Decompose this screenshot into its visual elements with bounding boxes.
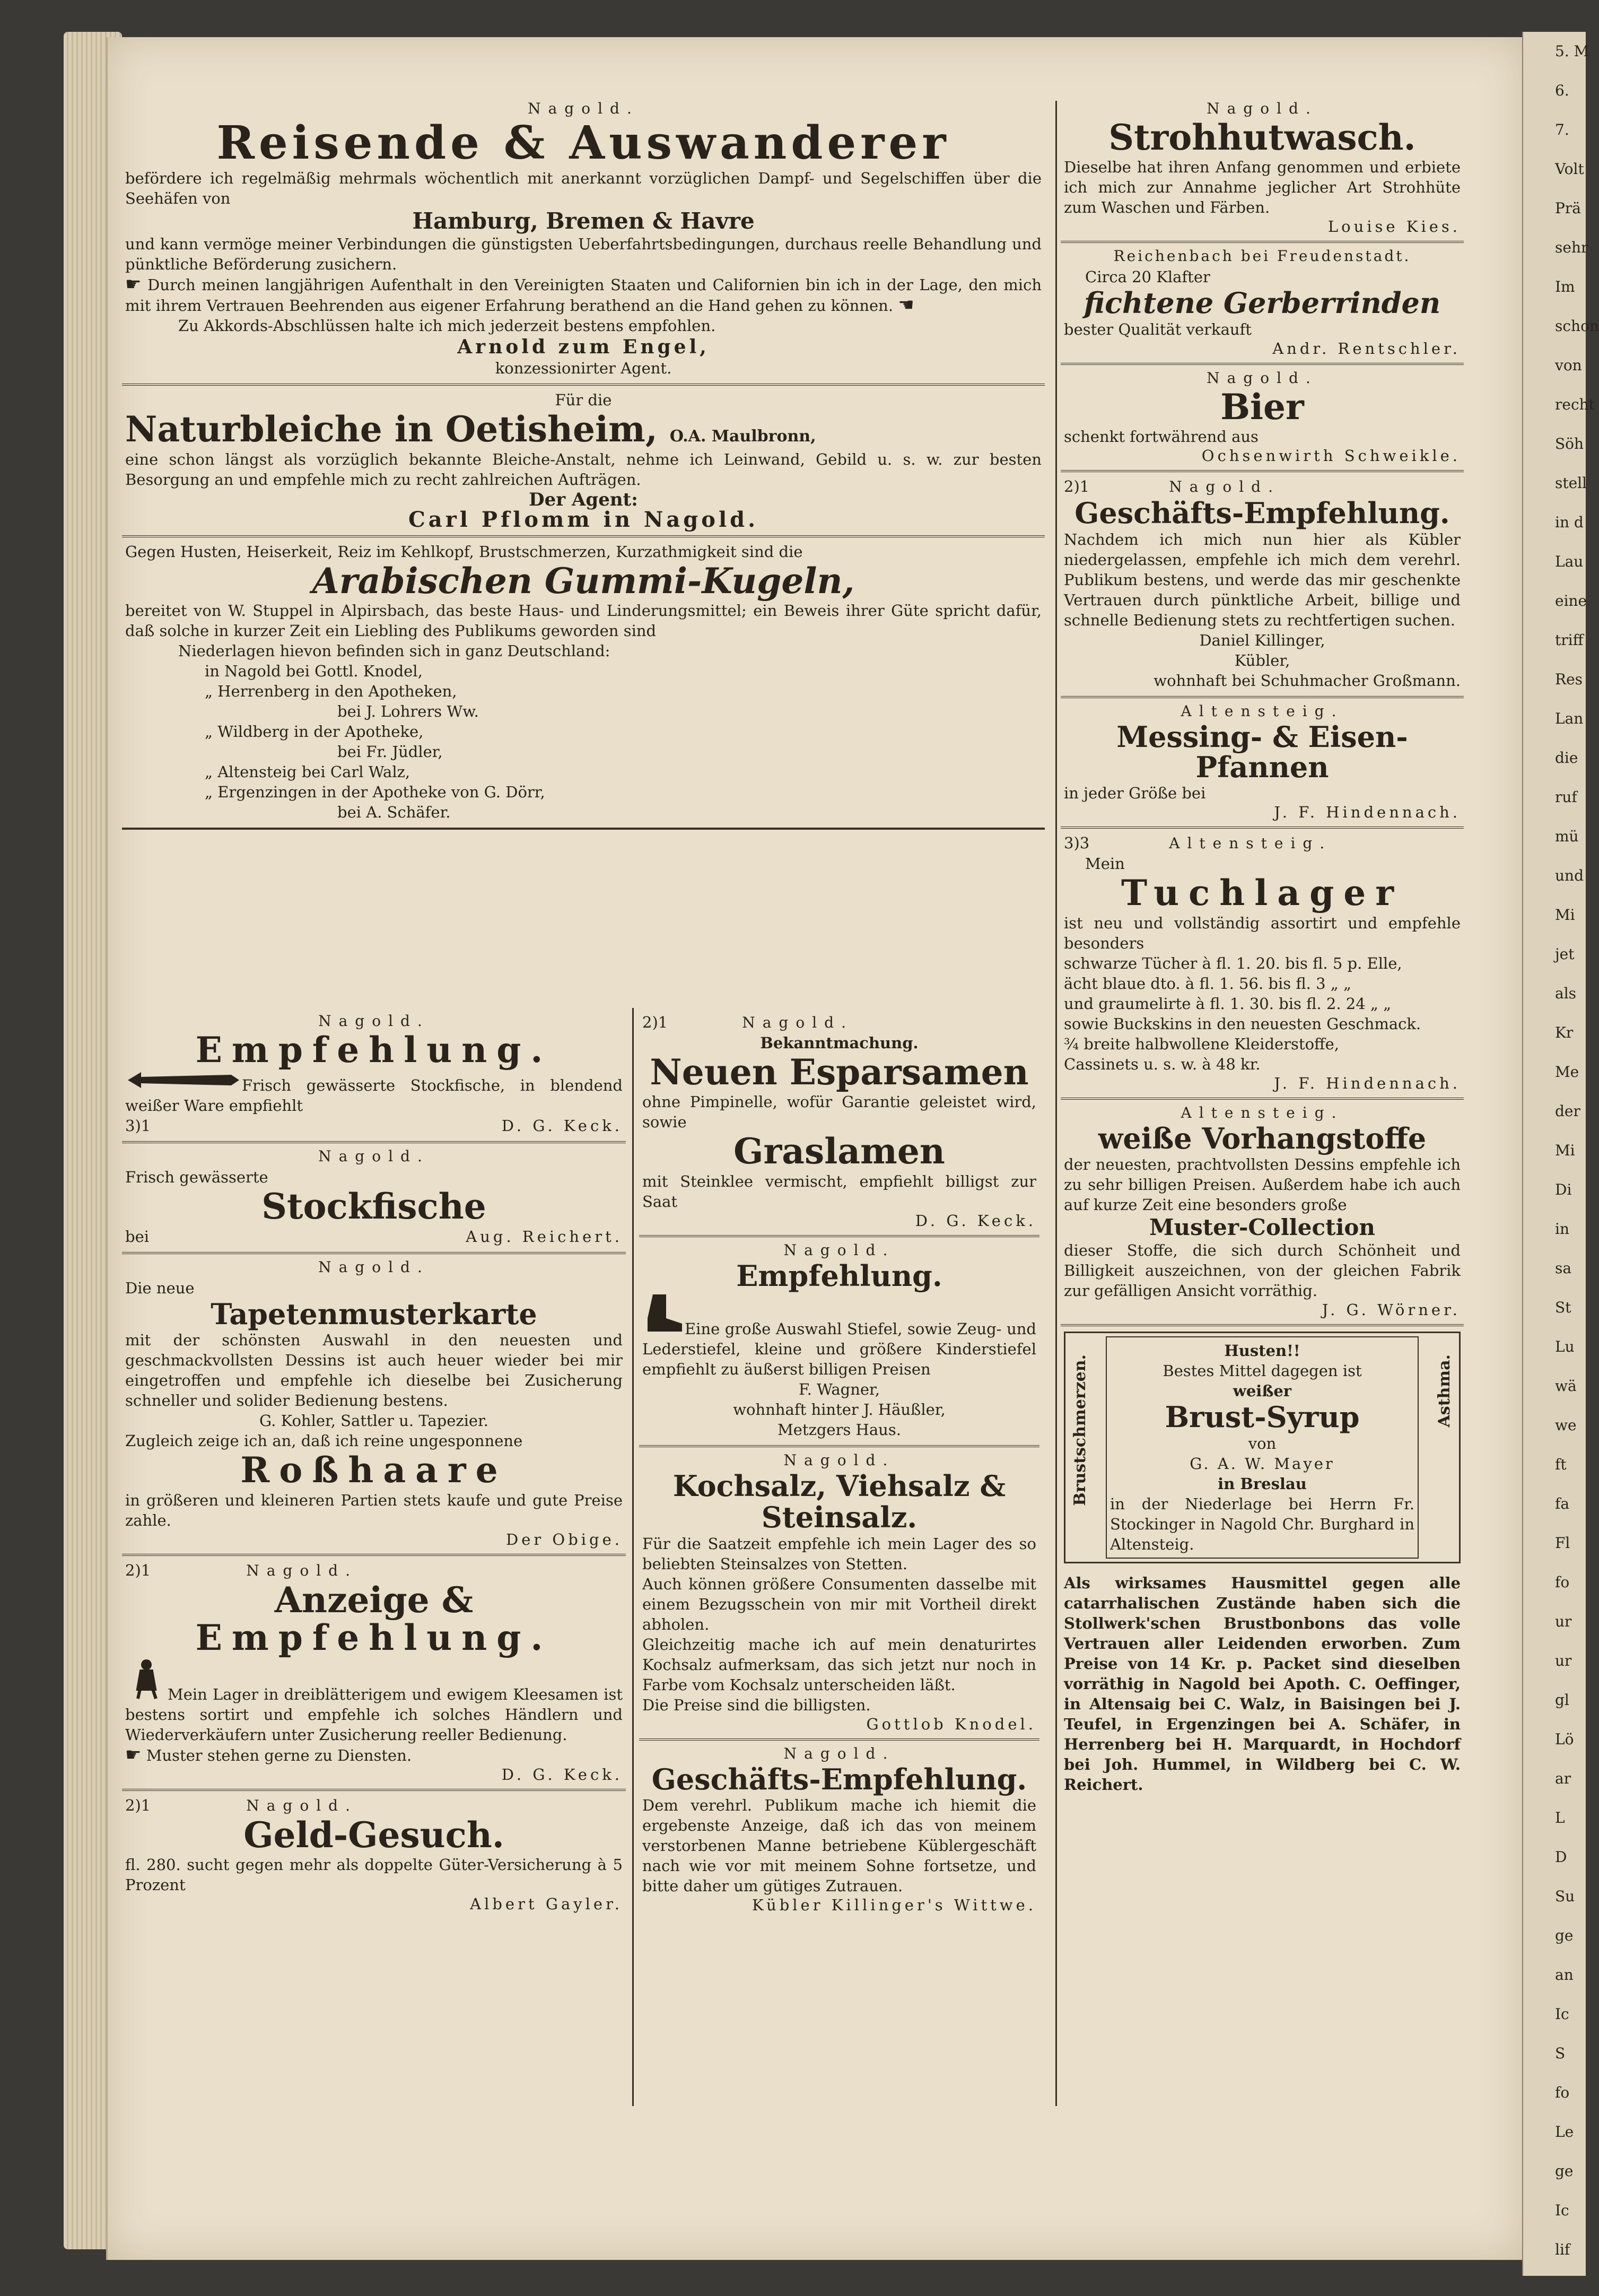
signature: Andr. Rentschler. <box>1272 339 1461 358</box>
depot-line: „ Wildberg in der Apotheke, <box>205 722 424 741</box>
side-label-right: Asthma. <box>1435 1354 1454 1428</box>
margin-fragment: Lau <box>1555 553 1584 570</box>
signature: Arnold zum Engel, <box>457 336 710 359</box>
margin-fragment: Kr <box>1555 1024 1574 1041</box>
location: Nagold. <box>528 100 639 117</box>
ad-text: bester Qualität verkauft <box>1064 320 1252 338</box>
ad-text: Auch können größere Consumenten dasselbe mit einem Bezugsschein von mir mit Vortheil direkt abholen. <box>642 1575 1036 1633</box>
ad-text: Durch meinen langjährigen Aufenthalt in den Vereinigten Staaten und Californien bin ich in der Lage, den mich mit ihrem Vertrauen Beehrenden aus eigener Erfahrung berathend an die Hand gehen zu können. <box>125 276 1042 315</box>
pre-text: Die neue <box>125 1279 195 1297</box>
ad-text: Mein Lager in dreiblätterigem und ewigem Kleesamen ist bestens sortirt und empfehle ich solches Händlern und Wiederverkäufern unter Zusicherung reeller Bedienung. <box>125 1685 623 1744</box>
ad-text: Zu Akkords-Abschlüssen halte ich mich jederzeit bestens empfohlen. <box>178 317 716 335</box>
right-column <box>1061 95 1464 1800</box>
ad-text: ohne Pimpinelle, wofür Garantie geleistet wird, sowie <box>642 1093 1036 1132</box>
ad-title: Messing- & Eisen-Pfannen <box>1116 719 1408 784</box>
column-rule-mid <box>632 1008 634 2106</box>
ad-text: fl. 280. sucht gegen mehr als doppelte Güter-Versicherung à 5 Prozent <box>125 1856 623 1894</box>
location: Nagold. <box>1207 100 1318 117</box>
address: wohnhaft hinter J. Häußler, <box>733 1401 946 1419</box>
ad-text: ist neu und vollständig assortirt und empfehle besonders <box>1064 914 1461 952</box>
ad-title: Anzeige & <box>274 1579 474 1621</box>
pre-text: Mein <box>1085 855 1125 873</box>
location: Altensteig. <box>1169 834 1332 853</box>
margin-fragment: Ic <box>1555 2202 1569 2219</box>
ad-title: Tuchlager <box>1121 872 1403 914</box>
adjacent-page-strip <box>1522 32 1599 2276</box>
price-line: ¾ breite halbwollene Kleiderstoffe, <box>1064 1034 1340 1053</box>
margin-fragment: ur <box>1555 1613 1572 1630</box>
ad-kuebler <box>1061 472 1464 698</box>
adjective: weißer <box>1233 1382 1292 1401</box>
role: Kübler, <box>1234 651 1290 669</box>
margin-fragment: sehr <box>1555 239 1588 256</box>
price-line: und graumelirte à fl. 1. 30. bis fl. 2. 24 „ „ <box>1064 994 1392 1013</box>
margin-fragment: schon <box>1555 317 1599 335</box>
ad-title: Kochsalz, Viehsalz & <box>672 1469 1006 1503</box>
ad-text: Eine große Auswahl Stiefel, sowie Zeug- und Lederstiefel, kleine und größere Kinderstiefel empfiehlt zu äußerst billigen Preisen <box>642 1320 1036 1379</box>
location: Nagold. <box>318 1258 430 1276</box>
ad-number: 2)1 <box>1064 477 1090 496</box>
ad-text: Als wirksames Hausmittel gegen alle catarrhalischen Zustände haben sich die Stollwerk'schen Brustbonbons das volle Vertrauen aller Leidenden erworben. Zum Preise von 14 Kr. p. Packet sind dieselben vorräthig in Nagold bei Apoth. C. Oeffinger, in Altensaig bei C. Walz, in Baisingen bei J. Teufel, in Ergenzingen bei A. Schäfer, in Herrenberg bei H. Marquardt, in Hochdorf bei Joh. Hummel, in Wildberg bei C. W. Reichert. <box>1064 1574 1461 1794</box>
ad-title: Neuen Esparsamen <box>650 1051 1029 1093</box>
margin-fragment: in <box>1555 1220 1569 1238</box>
margin-fragment: fo <box>1555 1573 1570 1591</box>
margin-fragment: ft <box>1555 1456 1567 1473</box>
ad-text: in jeder Größe bei <box>1064 784 1206 803</box>
price-line: schwarze Tücher à fl. 1. 20. bis fl. 5 p. Elle, <box>1064 954 1402 972</box>
signature: Der Obige. <box>505 1530 623 1549</box>
left-wide-column <box>122 95 1045 830</box>
agent-label: Der Agent: <box>529 489 638 510</box>
ad-title-secondary: Graslamen <box>733 1130 945 1172</box>
margin-fragment: triff <box>1555 631 1584 649</box>
ad-tapeten <box>122 1254 626 1556</box>
middle-column <box>639 1008 1039 1919</box>
pre-text: Gegen Husten, Heiserkeit, Reiz im Kehlkopf, Brustschmerzen, Kurzathmigkeit sind die <box>125 542 803 561</box>
ad-text: Die Preise sind die billigsten. <box>642 1695 871 1714</box>
ad-text: Für die Saatzeit empfehle ich mein Lager des so beliebten Steinsalzes von Stetten. <box>642 1534 1036 1573</box>
depot-line: in Nagold bei Gottl. Knodel, <box>205 662 423 680</box>
margin-fragment: jet <box>1555 945 1575 963</box>
signature: J. F. Hindennach. <box>1274 1074 1461 1092</box>
pre-text: Bestes Mittel dagegen ist <box>1163 1362 1362 1380</box>
ad-text: in der Niederlage bei Herrn Fr. Stockinger in Nagold Chr. Burghard in Altensteig. <box>1110 1495 1414 1554</box>
ad-gummi-kugeln <box>122 537 1045 830</box>
ad-title: Bier <box>1220 386 1304 428</box>
maker: G. A. W. Mayer <box>1190 1455 1335 1473</box>
ad-title: weiße Vorhangstoffe <box>1098 1121 1427 1155</box>
pre-text: Bekanntmachung. <box>760 1034 919 1052</box>
ad-tuchlager <box>1061 829 1464 1099</box>
location: Nagold. <box>246 1561 357 1579</box>
address: Metzgers Haus. <box>777 1421 901 1439</box>
margin-fragment: wä <box>1555 1377 1577 1395</box>
location: Nagold. <box>1207 369 1318 387</box>
signature: G. Kohler, Sattler u. Tapezier. <box>259 1412 488 1430</box>
ad-title: Geschäfts-Empfehlung. <box>651 1762 1027 1796</box>
location: Nagold. <box>246 1797 357 1815</box>
location: Nagold. <box>318 1147 430 1166</box>
location: Nagold. <box>318 1012 430 1030</box>
margin-fragment: ge <box>1555 2162 1574 2180</box>
ad-title-secondary: Muster-Collection <box>1149 1214 1375 1241</box>
margin-fragment: fa <box>1555 1495 1570 1512</box>
margin-fragment: Su <box>1555 1888 1575 1905</box>
left-narrow-column <box>122 1008 626 1918</box>
bei-label: bei <box>125 1227 150 1246</box>
price-line: ächt blaue dto. à fl. 1. 56. bis fl. 3 „ „ <box>1064 974 1352 993</box>
margin-fragment: 6. <box>1555 82 1569 99</box>
ad-strohhutwasch <box>1061 95 1464 243</box>
ad-title: Empfehlung. <box>736 1258 942 1293</box>
ad-gerberrinden <box>1061 243 1464 365</box>
margin-fragment: und <box>1555 867 1584 884</box>
ad-text: bereitet von W. Stuppel in Alpirsbach, das beste Haus- und Linderungsmittel; ein Beweis ihrer Güte spricht dafür, daß solche in kurzer Zeit ein Liebling des Publikums geworden sind <box>125 601 1042 640</box>
ad-stockfische <box>122 1143 626 1254</box>
margin-fragment: we <box>1555 1416 1577 1434</box>
agent-name: Carl Pflomm in Nagold. <box>408 507 759 532</box>
address: wohnhaft bei Schuhmacher Großmann. <box>1154 671 1461 690</box>
margin-fragment: sa <box>1555 1259 1572 1277</box>
ad-pfannen <box>1061 698 1464 829</box>
von-label: von <box>1248 1434 1277 1453</box>
ad-text: Nachdem ich mich nun hier als Kübler niedergelassen, empfehle ich mich dem verehrl. Publikum bestens, und werde das mir geschenkte Vertrauen durch pünktliche Arbeit, billige und schnelle Bedienung stets zu rechtfertigen suchen. <box>1064 530 1461 629</box>
depot-line: „ Ergenzingen in der Apotheke von G. Dörr, <box>205 782 545 801</box>
depot-line: bei Fr. Jüdler, <box>337 742 443 761</box>
margin-fragment: Prä <box>1555 199 1581 217</box>
ad-number: 3)1 <box>125 1117 151 1135</box>
ad-vorhangstoffe <box>1061 1100 1464 1327</box>
ad-number: 2)1 <box>125 1796 151 1815</box>
margin-fragment: in d <box>1555 514 1584 531</box>
margin-fragment: lif <box>1555 2241 1570 2258</box>
margin-fragment: die <box>1555 749 1578 767</box>
side-label-left: Brustschmerzen. <box>1071 1354 1089 1507</box>
signature: J. F. Hindennach. <box>1274 803 1461 822</box>
margin-fragment: ar <box>1555 1770 1571 1787</box>
location: Nagold. <box>783 1241 895 1259</box>
pre-text: Frisch gewässerte <box>125 1168 268 1187</box>
pointing-hand-icon: ☛ <box>125 1744 142 1766</box>
ad-text: Frisch gewässerte Stockfische, in blendend weißer Ware empfiehlt <box>125 1076 623 1115</box>
ad-text: Gleichzeitig mache ich auf mein denaturirtes Kochsalz aufmerksam, das sich jetzt nur noch in Farbe vom Kochsalz unterscheiden läßt. <box>642 1635 1036 1694</box>
location: Altensteig. <box>1181 1103 1344 1121</box>
ad-text: mit Steinklee vermischt, empfiehlt billigst zur Saat <box>642 1172 1036 1211</box>
margin-fragment: Mi <box>1555 1142 1575 1159</box>
ad-empfehlung-stockfische <box>122 1008 626 1143</box>
ad-title: Arabischen Gummi-Kugeln, <box>312 560 855 602</box>
margin-fragment: mü <box>1555 828 1579 845</box>
depots-intro: Niederlagen hievon befinden sich in ganz Deutschland: <box>178 641 610 660</box>
margin-fragment: als <box>1555 985 1577 1002</box>
margin-fragment: S <box>1555 2045 1566 2062</box>
depot-line: „ Altensteig bei Carl Walz, <box>205 762 410 781</box>
margin-fragment: Le <box>1555 2123 1574 2141</box>
margin-fragment: Im <box>1555 278 1575 295</box>
signature: Ochsenwirth Schweikle. <box>1201 447 1461 465</box>
depot-line: „ Herrenberg in den Apotheken, <box>205 682 457 700</box>
ad-text: dieser Stoffe, die sich durch Schönheit und Billigkeit auszeichnen, von der gleichen Fabrik zur gefälligen Ansicht vorräthig. <box>1064 1241 1461 1300</box>
ad-number: 2)1 <box>125 1561 151 1579</box>
location: Reichenbach bei Freudenstadt. <box>1113 247 1411 265</box>
signature: Louise Kies. <box>1327 218 1461 236</box>
margin-fragment: Lan <box>1555 710 1584 727</box>
ad-text: schenkt fortwährend aus <box>1064 428 1259 446</box>
ad-stollwerck <box>1061 1569 1464 1800</box>
margin-fragment: Res <box>1555 671 1583 688</box>
margin-fragment: Söh <box>1555 435 1584 453</box>
location: Altensteig. <box>1181 702 1344 720</box>
signature: Daniel Killinger, <box>1199 631 1325 649</box>
margin-fragment: Mi <box>1555 906 1575 924</box>
ad-text: Muster stehen gerne zu Diensten. <box>146 1746 412 1765</box>
signature: Gottlob Knodel. <box>866 1715 1036 1733</box>
margin-fragment: D <box>1555 1848 1567 1866</box>
ad-esparsamen <box>639 1008 1039 1237</box>
ad-text: Dieselbe hat ihren Anfang genommen und erbiete ich mich zur Annahme jeglicher Art Strohhüte zum Waschen und Färben. <box>1064 158 1461 217</box>
ad-title: fichtene Gerberrinden <box>1084 286 1441 320</box>
margin-fragment: recht <box>1555 396 1595 413</box>
ad-title: Strohhutwasch. <box>1108 117 1416 158</box>
margin-fragment: ruf <box>1555 788 1577 806</box>
margin-fragment: 7. <box>1555 121 1569 138</box>
ad-geschaeft-wittwe <box>639 1741 1039 1920</box>
ad-text: mit der schönsten Auswahl in den neuesten und geschmackvollsten Dessins ist auch heuer wieder bei mir eingetroffen und empfehle ich dieselbe bei Zusicherung schneller und solider Bedienung bestens. <box>125 1331 623 1410</box>
ad-text: und kann vermöge meiner Verbindungen die günstigsten Ueberfahrtsbedingungen, durchaus reelle Behandlung und pünktliche Beförderung zusichern. <box>125 235 1042 274</box>
ad-title: Tapetenmusterkarte <box>211 1297 537 1331</box>
ad-text: Zugleich zeige ich an, daß ich reine ungesponnene <box>125 1432 523 1450</box>
margin-fragment: stell <box>1555 474 1587 492</box>
margin-fragment: fo <box>1555 2084 1570 2101</box>
location: Nagold. <box>1169 478 1280 496</box>
ad-title-secondary: Empfehlung. <box>195 1616 553 1658</box>
fish-icon <box>125 1069 242 1091</box>
sower-figure-icon <box>125 1657 168 1700</box>
margin-fragment: 5. M <box>1555 42 1589 60</box>
signature: Kübler Killinger's Wittwe. <box>752 1896 1036 1915</box>
column-rule-right <box>1055 101 1057 2106</box>
pre-text: Für die <box>555 391 612 410</box>
ad-anzeige <box>122 1556 626 1791</box>
ad-title: Geld-Gesuch. <box>243 1814 504 1856</box>
ad-text: Dem verehrl. Publikum mache ich hiemit die ergebenste Anzeige, daß ich das von meinem verstorbenen Manne betriebene Küblergeschäft nach wie vor mit meinem Sohne fortsetze, und bitte daher um gütiges Zutrauen. <box>642 1796 1036 1895</box>
ad-stiefel <box>639 1237 1039 1448</box>
margin-fragment: ur <box>1555 1652 1572 1669</box>
pre-text: Circa 20 Klafter <box>1085 268 1210 286</box>
ad-kochsalz <box>639 1447 1039 1740</box>
ad-number: 3)3 <box>1064 834 1090 853</box>
signature: F. Wagner, <box>799 1380 880 1399</box>
location: Nagold. <box>783 1451 895 1469</box>
ad-text: befördere ich regelmäßig mehrmals wöchentlich mit anerkannt vorzüglichen Dampf- und Segelschiffen über die Seehäfen von <box>125 169 1042 208</box>
title-suffix: O.A. Maulbronn, <box>669 427 816 446</box>
ad-title-secondary: Roßhaare <box>240 1449 508 1491</box>
margin-fragment: ge <box>1555 1927 1574 1944</box>
margin-fragment: Lu <box>1555 1338 1575 1355</box>
location: Nagold. <box>783 1744 895 1762</box>
margin-fragment: der <box>1555 1102 1580 1120</box>
depot-line: bei A. Schäfer. <box>337 803 451 821</box>
signature: D. G. Keck. <box>501 1766 623 1784</box>
ad-title: Stockfische <box>261 1186 486 1228</box>
ad-text: in größeren und kleineren Partien stets kaufe und gute Preise zahle. <box>125 1491 623 1529</box>
margin-fragment: Volt <box>1555 160 1584 178</box>
ad-title: Empfehlung. <box>195 1029 553 1071</box>
city: in Breslau <box>1218 1475 1307 1493</box>
signature: J. G. Wörner. <box>1322 1301 1461 1319</box>
ad-text: eine schon längst als vorzüglich bekannte Bleiche-Anstalt, nehme ich Leinwand, Gebild u. s. w. zur besten Besorgung an und empfehle mich zu recht zahlreichen Aufträgen. <box>125 450 1042 489</box>
ad-geld-gesuch <box>122 1791 626 1918</box>
boot-icon <box>642 1292 685 1334</box>
price-line: sowie Buckskins in den neuesten Geschmack. <box>1064 1014 1421 1033</box>
margin-fragment: Me <box>1555 1063 1579 1081</box>
margin-fragment: eine <box>1555 592 1587 610</box>
ad-title: Geschäfts-Empfehlung. <box>1074 496 1450 530</box>
margin-fragment: von <box>1555 356 1582 374</box>
margin-fragment: St <box>1555 1299 1571 1316</box>
depot-line: bei J. Lohrers Ww. <box>337 702 479 720</box>
ad-text: der neuesten, prachtvollsten Dessins empfehle ich zu sehr billigen Preisen. Außerdem habe ich auch auf kurze Zeit eine besonders große <box>1064 1155 1461 1214</box>
role: konzessionirter Agent. <box>495 359 672 378</box>
ad-title: Naturbleiche in Oetisheim, <box>125 408 658 450</box>
ad-title: Reisende & Auswanderer <box>216 116 950 170</box>
margin-fragment: Lö <box>1555 1730 1574 1748</box>
signature: D. G. Keck. <box>915 1211 1036 1230</box>
ad-bier <box>1061 365 1464 472</box>
margin-fragment: an <box>1555 1966 1574 1984</box>
ad-naturbleiche <box>122 386 1045 537</box>
location: Nagold. <box>742 1014 853 1031</box>
ad-title: Brust-Syrup <box>1165 1400 1360 1434</box>
margin-fragment: Di <box>1555 1181 1572 1198</box>
ad-auswanderer <box>122 95 1045 386</box>
price-line: Cassinets u. s. w. à 48 kr. <box>1064 1055 1261 1073</box>
box-top-label: Husten!! <box>1224 1342 1300 1360</box>
ad-title-secondary: Steinsalz. <box>761 1500 918 1534</box>
signature: Aug. Reichert. <box>466 1227 623 1246</box>
margin-fragment: Ic <box>1555 2005 1569 2023</box>
pointing-hand-icon: ☛ <box>125 274 142 295</box>
ad-brust-syrup <box>1064 1332 1461 1563</box>
margin-fragment: Fl <box>1555 1534 1570 1552</box>
pointing-hand-icon: ☚ <box>898 294 914 316</box>
margin-fragment: L <box>1555 1809 1565 1827</box>
margin-fragment: gl <box>1555 1691 1569 1709</box>
signature: D. G. Keck. <box>501 1117 623 1135</box>
signature: Albert Gayler. <box>470 1895 623 1914</box>
ports-line: Hamburg, Bremen & Havre <box>412 208 755 234</box>
ad-number: 2)1 <box>642 1013 668 1031</box>
